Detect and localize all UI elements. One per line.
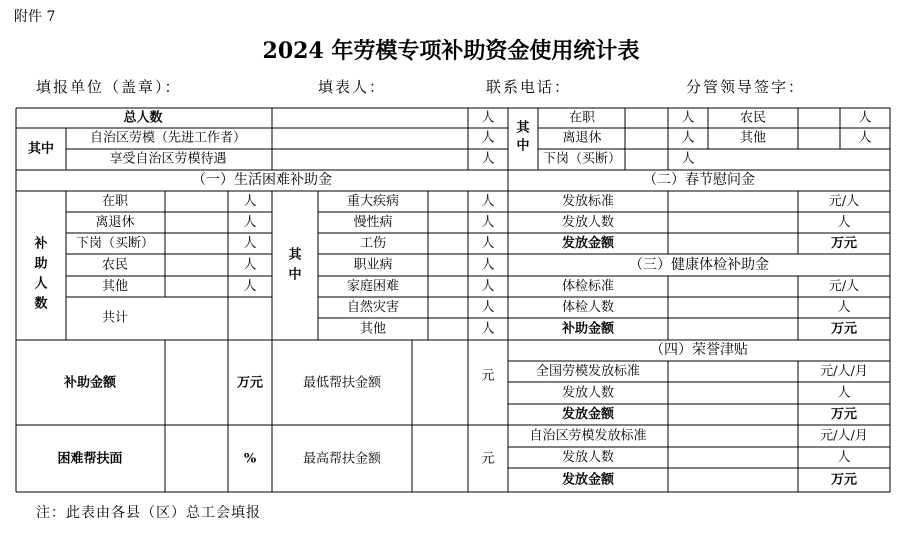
right-row-unit: 元/人 xyxy=(828,194,860,209)
unit-person: 人 xyxy=(481,215,495,230)
min-aid-label: 最低帮扶金额 xyxy=(302,375,382,391)
unit-person: 人 xyxy=(481,194,495,209)
row-label: 享受自治区劳模待遇 xyxy=(109,151,227,167)
right-row-label: 体检人数 xyxy=(561,300,615,315)
unit-percent: % xyxy=(243,451,257,467)
qizhong-vertical: 其 xyxy=(516,120,530,136)
max-aid-label: 最高帮扶金额 xyxy=(302,451,382,467)
right-row-unit: 万元 xyxy=(830,236,858,251)
section-title-1: （一）生活困难补助金 xyxy=(192,172,332,188)
reason-label: 慢性病 xyxy=(353,215,393,230)
reason-label: 重大疾病 xyxy=(346,194,400,209)
reason-label: 工伤 xyxy=(359,236,387,251)
category-label: 在职 xyxy=(101,194,129,209)
reason-label: 其他 xyxy=(359,321,387,337)
row-label: 农民 xyxy=(739,110,767,126)
right-row-unit: 元/人/月 xyxy=(820,428,868,444)
subsidy-count-vertical: 人 xyxy=(34,276,48,292)
unit-person: 人 xyxy=(681,110,695,126)
unit-wanyuan: 万元 xyxy=(236,375,264,391)
signer-label: 分管领导签字： xyxy=(686,78,806,96)
subsidy-count-vertical: 助 xyxy=(34,256,48,272)
unit-person: 人 xyxy=(858,130,872,146)
unit-person: 人 xyxy=(481,110,495,126)
total-label: 共计 xyxy=(101,310,129,326)
right-row-unit: 人 xyxy=(837,385,851,401)
filling-unit-label: 填报单位（盖章）： xyxy=(36,78,182,96)
total-count-label: 总人数 xyxy=(123,110,163,126)
section-title-3: （三）健康体检补助金 xyxy=(629,257,769,273)
reason-label: 自然灾害 xyxy=(346,300,400,315)
category-label: 农民 xyxy=(101,257,129,273)
right-row-label: 发放人数 xyxy=(561,215,615,230)
unit-person: 人 xyxy=(481,130,495,146)
row-label: 下岗（买断） xyxy=(542,151,622,167)
right-row-label: 全国劳模发放标准 xyxy=(535,364,641,379)
unit-person: 人 xyxy=(481,279,495,294)
right-row-unit: 人 xyxy=(837,450,851,465)
category-label: 其他 xyxy=(101,279,129,294)
unit-person: 人 xyxy=(681,151,695,167)
right-row-unit: 元/人 xyxy=(828,279,860,294)
right-row-label: 发放金额 xyxy=(561,236,615,251)
right-row-unit: 人 xyxy=(837,215,851,230)
right-row-unit: 万元 xyxy=(830,321,858,337)
category-label: 下岗（买断） xyxy=(75,236,155,251)
reason-label: 家庭困难 xyxy=(346,279,400,294)
right-row-label: 补助金额 xyxy=(561,321,615,337)
right-row-label: 发放金额 xyxy=(561,407,615,422)
aid-coverage-label: 困难帮扶面 xyxy=(57,451,123,467)
section-title-4: （四）荣誉津贴 xyxy=(650,342,748,358)
unit-person: 人 xyxy=(243,215,257,230)
unit-person: 人 xyxy=(243,236,257,251)
page-title: 2024 年劳模专项补助资金使用统计表 xyxy=(262,38,640,64)
right-row-label: 发放人数 xyxy=(561,450,615,465)
right-row-label: 发放人数 xyxy=(561,385,615,401)
unit-person: 人 xyxy=(681,130,695,146)
unit-person: 人 xyxy=(481,321,495,337)
right-row-label: 发放标准 xyxy=(561,194,615,209)
qizhong-vertical: 中 xyxy=(288,267,302,283)
qizhong-label: 其中 xyxy=(27,141,55,157)
attachment-label: 附件 7 xyxy=(14,9,56,25)
unit-person: 人 xyxy=(243,194,257,209)
phone-label: 联系电话： xyxy=(486,78,572,96)
subsidy-count-vertical: 数 xyxy=(34,296,48,312)
qizhong-vertical: 中 xyxy=(516,138,530,154)
right-row-unit: 人 xyxy=(837,300,851,315)
unit-yuan: 元 xyxy=(481,451,495,467)
row-label: 其他 xyxy=(739,130,767,146)
unit-person: 人 xyxy=(481,236,495,251)
unit-person: 人 xyxy=(481,300,495,315)
subsidy-amount-label: 补助金额 xyxy=(63,375,117,391)
unit-person: 人 xyxy=(858,110,872,126)
right-row-label: 体检标准 xyxy=(561,279,615,294)
unit-person: 人 xyxy=(243,257,257,273)
row-label: 自治区劳模（先进工作者） xyxy=(89,130,247,146)
row-label: 在职 xyxy=(568,110,596,126)
right-row-label: 自治区劳模发放标准 xyxy=(529,428,647,444)
right-row-label: 发放金额 xyxy=(561,472,615,488)
row-label: 离退休 xyxy=(562,130,602,146)
reason-label: 职业病 xyxy=(353,257,393,273)
subsidy-count-vertical: 补 xyxy=(34,236,48,252)
filler-label: 填表人： xyxy=(318,78,387,96)
right-row-unit: 万元 xyxy=(830,407,858,422)
right-row-unit: 万元 xyxy=(830,472,858,488)
qizhong-vertical: 其 xyxy=(288,247,302,263)
section-title-2: （二）春节慰问金 xyxy=(643,172,755,188)
unit-yuan: 元 xyxy=(481,368,495,384)
unit-person: 人 xyxy=(243,279,257,294)
unit-person: 人 xyxy=(481,257,495,273)
unit-person: 人 xyxy=(481,151,495,167)
footnote: 注：此表由各县（区）总工会填报 xyxy=(36,505,261,521)
right-row-unit: 元/人/月 xyxy=(820,364,868,379)
category-label: 离退休 xyxy=(95,215,135,230)
